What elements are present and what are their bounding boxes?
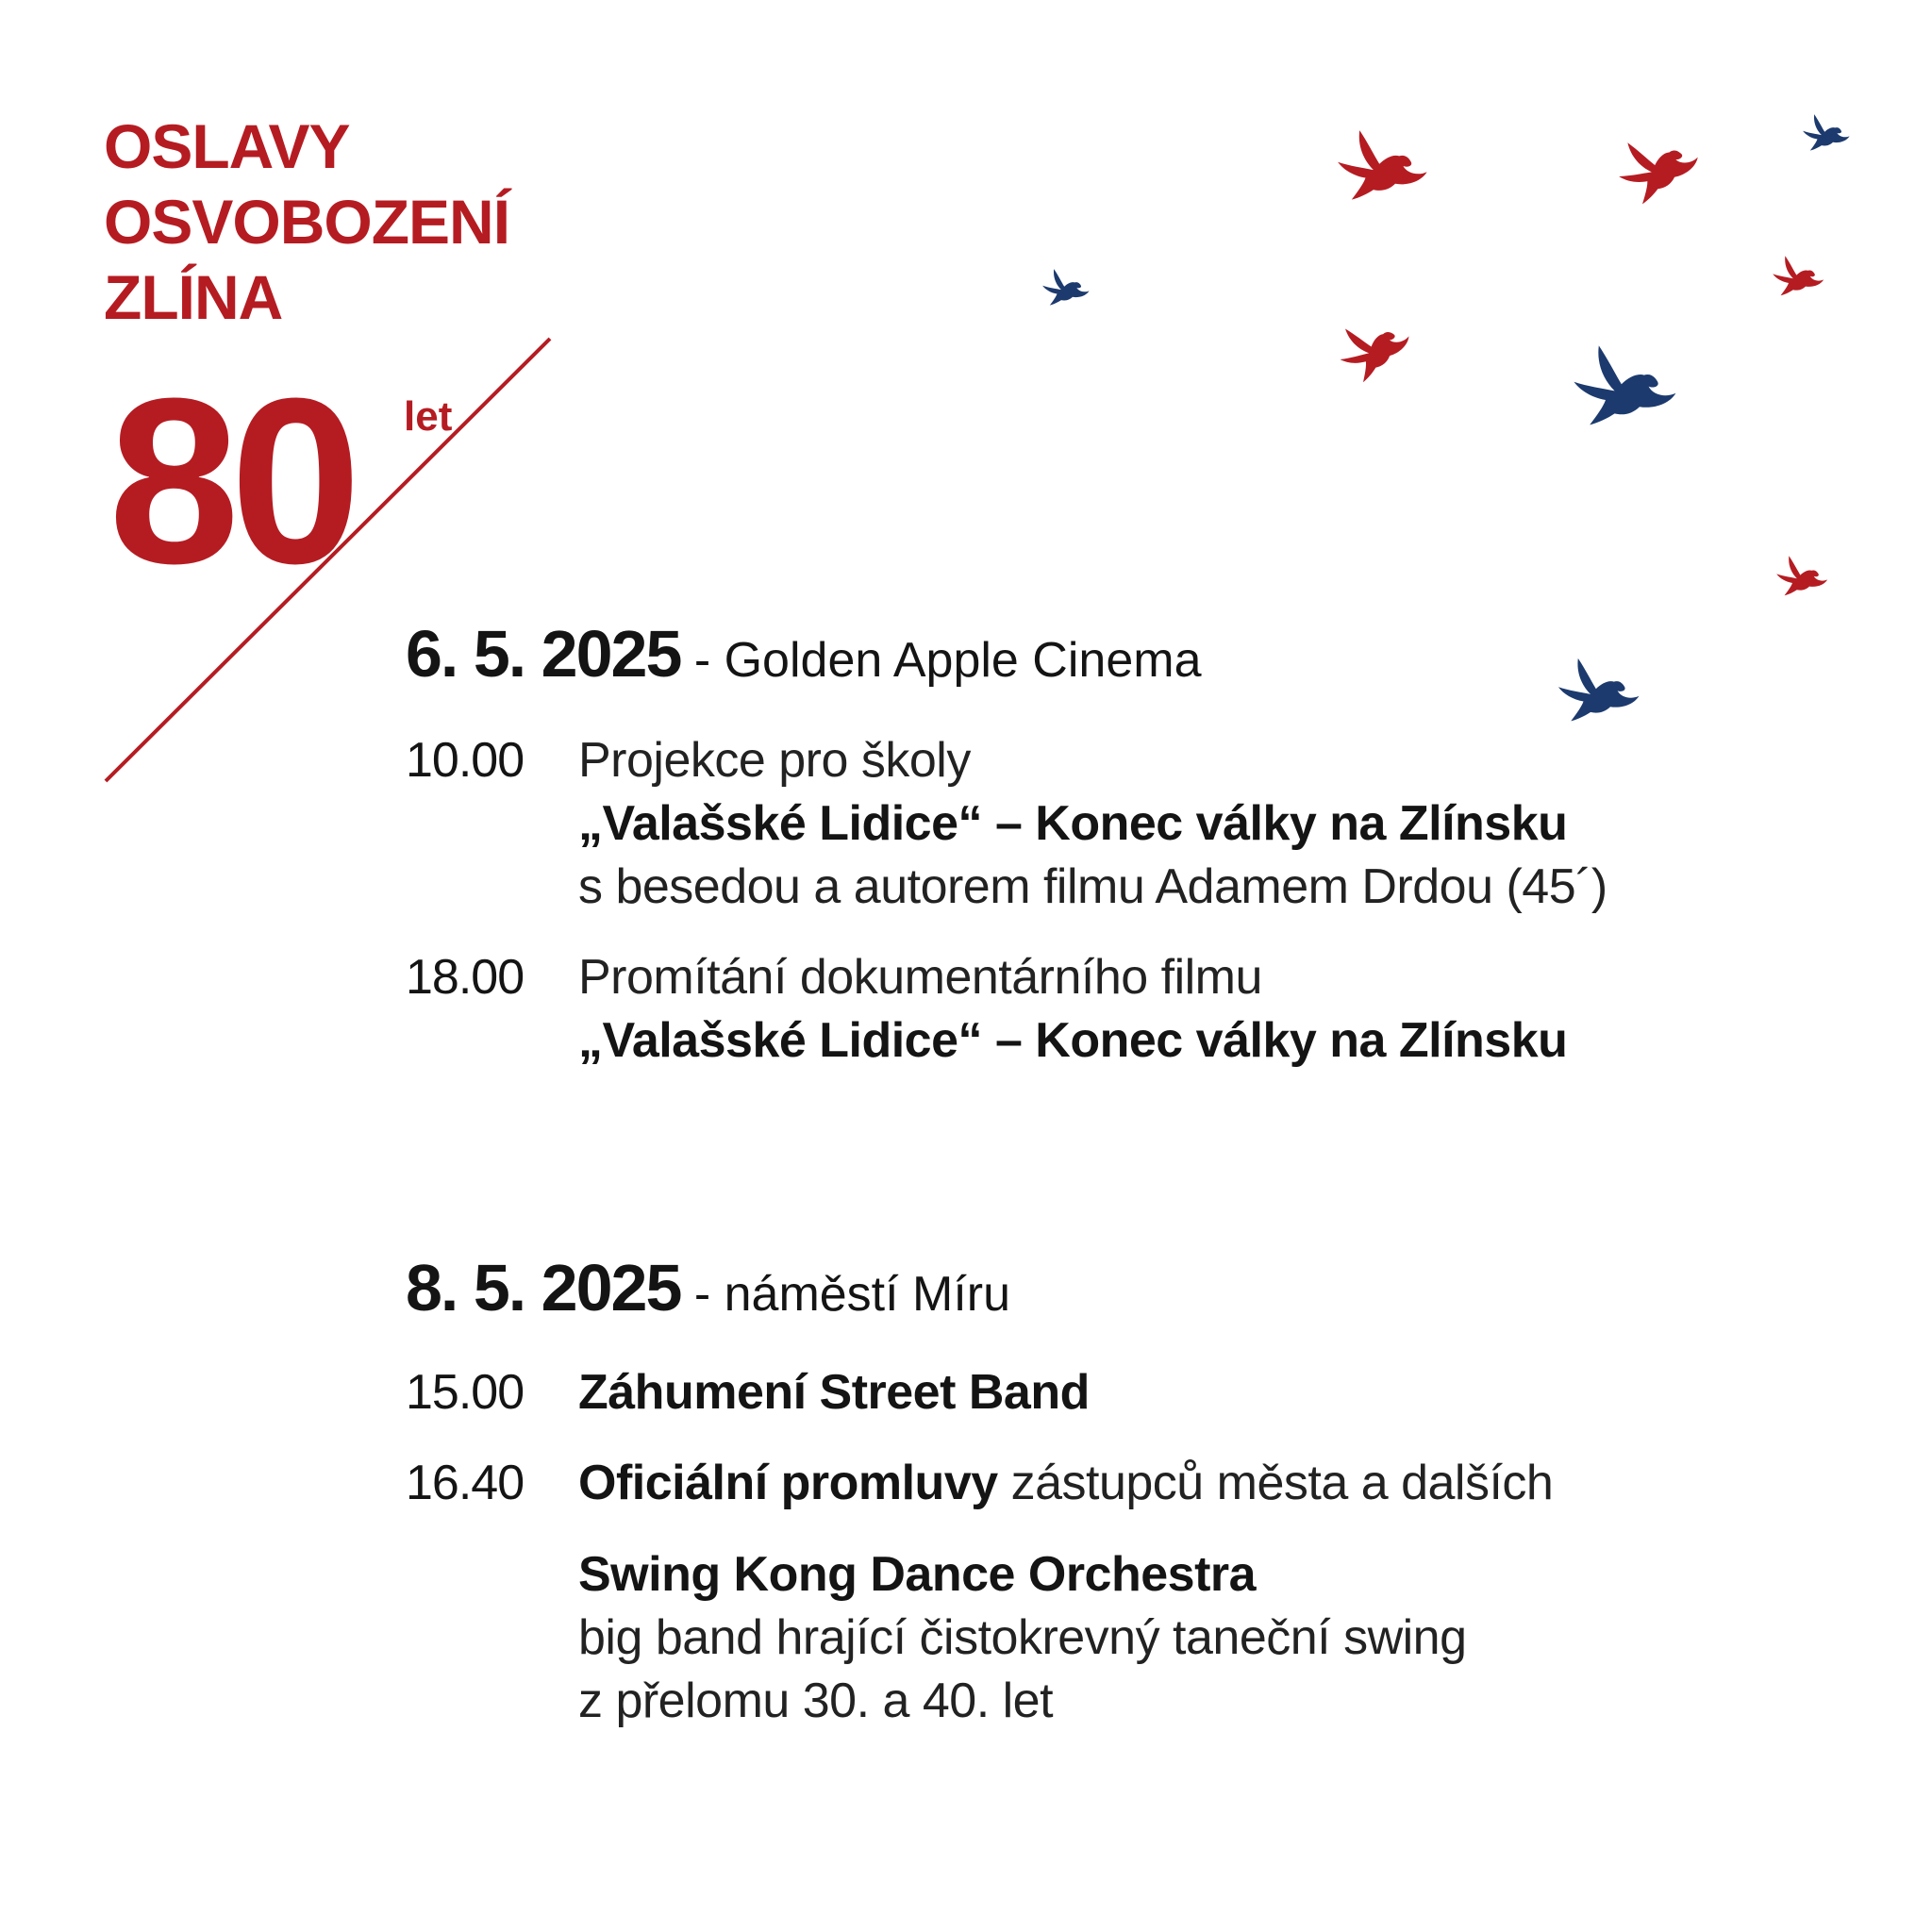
event-title: „Valašské Lidice“ – Konec války na Zlínsku xyxy=(578,796,1568,851)
day-date: 6. 5. 2025 xyxy=(406,617,681,691)
event-line: Projekce pro školy xyxy=(578,733,971,788)
dove-icon xyxy=(1338,130,1427,200)
dove-icon xyxy=(1803,114,1850,151)
event-line: s besedou a autorem filmu Adamem Drdou (45´) xyxy=(578,859,1607,914)
anniversary-unit: let xyxy=(404,393,453,440)
day-place: - náměstí Míru xyxy=(680,1267,1011,1322)
event-time: 15.00 xyxy=(406,1365,525,1420)
title-line-1: OSLAVY xyxy=(104,111,350,181)
day-date: 8. 5. 2025 xyxy=(406,1251,681,1324)
dove-icon xyxy=(1776,556,1827,595)
dove-icon xyxy=(1773,256,1824,295)
event-title: Oficiální promluvy xyxy=(578,1456,998,1510)
event-description: zástupců města a dalších xyxy=(997,1456,1554,1510)
event-title: Swing Kong Dance Orchestra xyxy=(578,1547,1257,1602)
event-title: Záhumení Street Band xyxy=(578,1365,1090,1420)
title-line-2: OSVOBOZENÍ xyxy=(104,187,510,257)
dove-icon xyxy=(1574,345,1675,425)
event-time: 16.40 xyxy=(406,1456,525,1510)
day-heading xyxy=(406,617,1202,691)
dove-icon xyxy=(1558,658,1640,722)
dove-icon xyxy=(1609,122,1707,208)
title-line-3: ZLÍNA xyxy=(104,262,283,332)
dove-icon xyxy=(1042,269,1090,306)
event-line: z přelomu 30. a 40. let xyxy=(578,1674,1054,1728)
event-time: 10.00 xyxy=(406,733,525,788)
event-title: „Valašské Lidice“ – Konec války na Zlínsku xyxy=(578,1013,1568,1068)
anniversary-number: 80 xyxy=(108,349,353,612)
dove-icon xyxy=(1329,306,1418,387)
day-place: - Golden Apple Cinema xyxy=(680,633,1202,688)
event-line: big band hrající čistokrevný taneční swing xyxy=(578,1610,1467,1665)
event-line: Promítání dokumentárního filmu xyxy=(578,950,1262,1005)
event-time: 18.00 xyxy=(406,950,525,1005)
day-heading xyxy=(406,1251,1011,1324)
event-line xyxy=(578,1456,1554,1510)
